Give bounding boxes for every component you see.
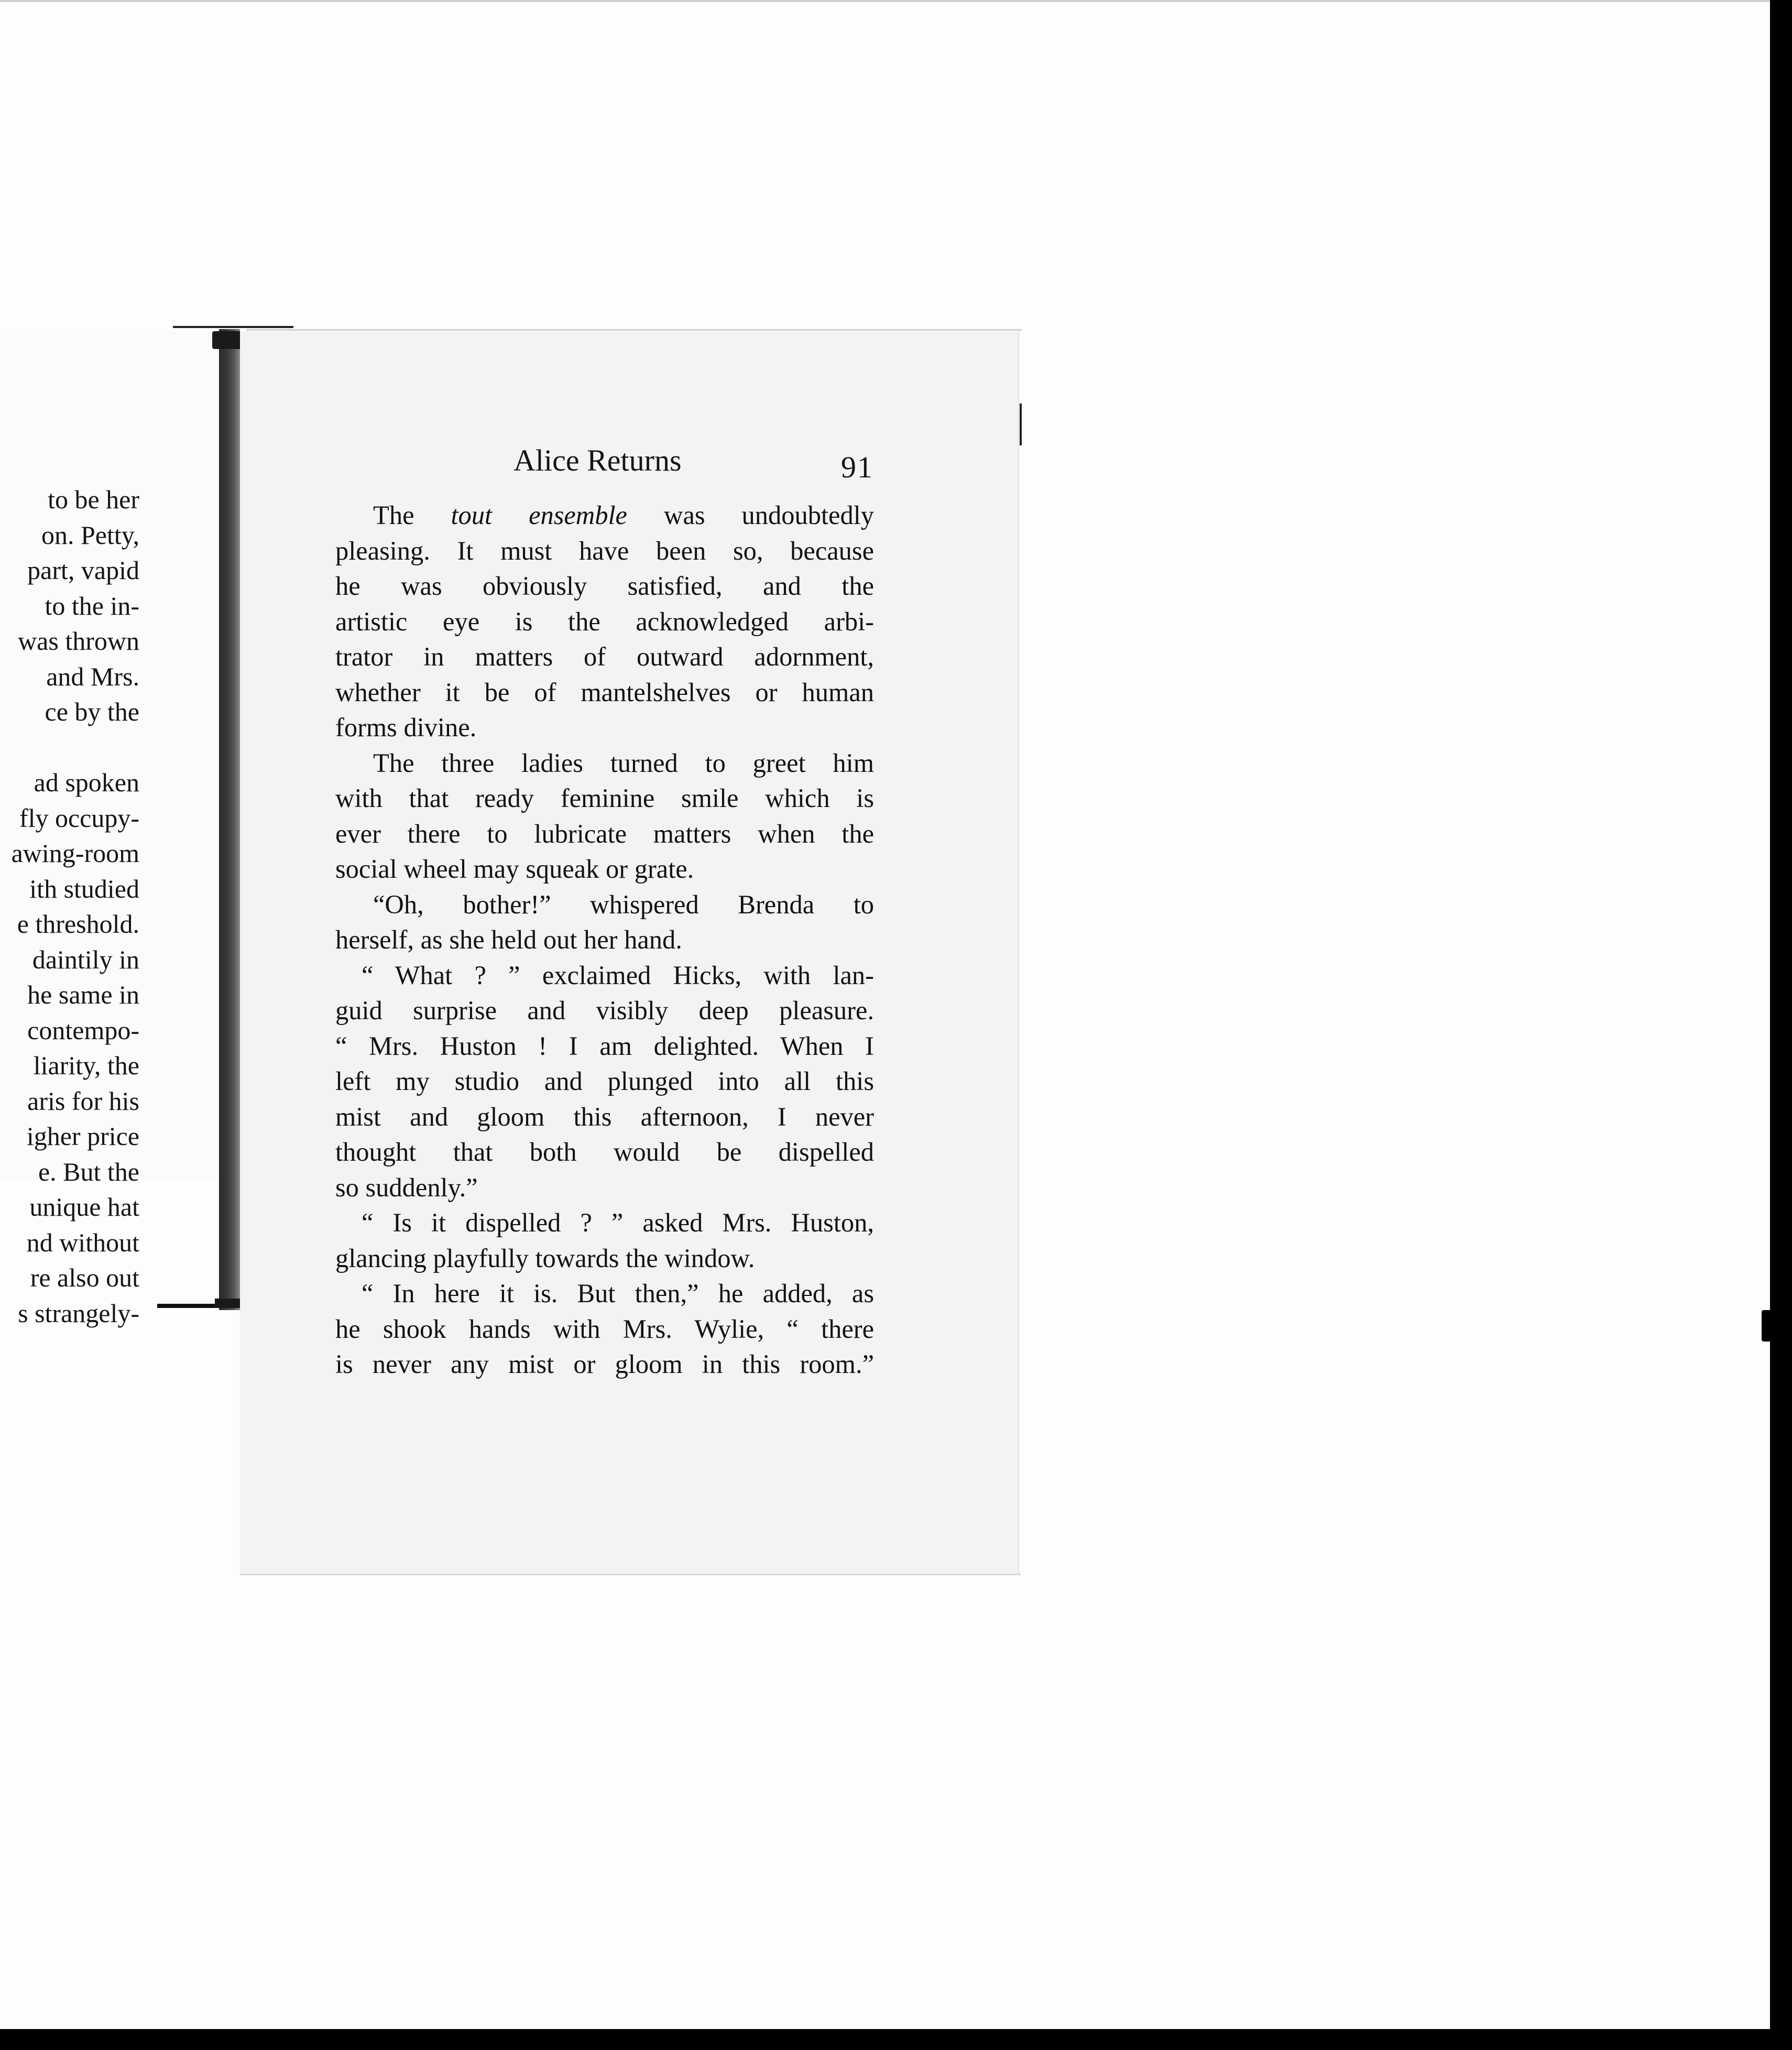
right-page-top-edge bbox=[246, 329, 1022, 331]
text-line: social wheel may squeak or grate. bbox=[335, 854, 694, 884]
text-line: “ Is it dispelled ? ” asked Mrs. Huston, bbox=[362, 1208, 874, 1237]
left-page-line: daintily in bbox=[32, 944, 139, 974]
text-line: glancing playfully towards the window. bbox=[335, 1243, 755, 1273]
text-line: whether it be of mantelshelves or human bbox=[335, 677, 874, 707]
left-page-line: awing-room bbox=[11, 838, 139, 868]
scan-artifact bbox=[1762, 1310, 1771, 1342]
page-edge-mark bbox=[1020, 404, 1022, 445]
left-page-line: re also out bbox=[30, 1263, 139, 1292]
scan-top-edge bbox=[0, 0, 1792, 2]
text-line bbox=[335, 498, 874, 533]
book-spine-gutter bbox=[219, 329, 240, 1310]
left-page-line: part, vapid bbox=[27, 555, 139, 585]
text-line: guid surprise and visibly deep pleasure. bbox=[335, 996, 874, 1025]
text-line: “ Mrs. Huston ! I am delighted. When I bbox=[335, 1031, 874, 1061]
text-line: trator in matters of outward adornment, bbox=[335, 642, 874, 671]
left-page-line: ad spoken bbox=[34, 768, 139, 797]
left-page-line: to be her bbox=[48, 485, 139, 514]
text-line: forms divine. bbox=[335, 713, 477, 742]
text-line: herself, as she held out her hand. bbox=[335, 925, 682, 954]
scan-bottom-border bbox=[0, 2029, 1792, 2050]
text-line: The three ladies turned to greet him bbox=[373, 748, 874, 778]
left-page-line: ce by the bbox=[45, 697, 139, 726]
text-line: mist and gloom this afternoon, I never bbox=[335, 1102, 874, 1131]
text-line: ever there to lubricate matters when the bbox=[335, 819, 874, 848]
text-line: with that ready feminine smile which is bbox=[335, 783, 874, 813]
right-page-bottom-edge bbox=[240, 1574, 1021, 1575]
page-number: 91 bbox=[841, 450, 873, 484]
left-page-line: and Mrs. bbox=[46, 661, 139, 691]
text-line: “Oh, bother!” whispered Brenda to bbox=[373, 889, 874, 919]
left-page-line: ith studied bbox=[29, 874, 139, 903]
left-page-text bbox=[0, 482, 139, 1331]
left-page-line: igher price bbox=[26, 1121, 139, 1151]
left-page-line: e threshold. bbox=[17, 909, 139, 939]
text-line: thought that both would be dispelled bbox=[335, 1137, 874, 1166]
text-run: was undoubtedly bbox=[627, 500, 874, 530]
left-page-line: s strangely- bbox=[18, 1298, 139, 1328]
text-line: so suddenly.” bbox=[335, 1172, 478, 1202]
italic-phrase: tout ensemble bbox=[451, 500, 627, 530]
text-line: is never any mist or gloom in this room.” bbox=[335, 1349, 874, 1379]
left-page-line: he same in bbox=[27, 980, 139, 1009]
left-page-top-edge bbox=[173, 326, 293, 328]
left-page-line: e. But the bbox=[38, 1157, 139, 1186]
text-line: left my studio and plunged into all this bbox=[335, 1066, 874, 1096]
left-page-line: contempo- bbox=[27, 1015, 139, 1045]
left-page-line: to the in- bbox=[45, 591, 139, 620]
text-run: The bbox=[373, 500, 451, 530]
text-line: “ In here it is. But then,” he added, as bbox=[362, 1279, 874, 1308]
body-text bbox=[335, 498, 874, 1382]
text-line: artistic eye is the acknowledged arbi- bbox=[335, 606, 874, 636]
scan-right-border bbox=[1770, 0, 1792, 2050]
left-page-line: nd without bbox=[26, 1227, 139, 1257]
left-page-line: liarity, the bbox=[33, 1051, 139, 1080]
text-line: he was obviously satisfied, and the bbox=[335, 571, 874, 601]
text-line: he shook hands with Mrs. Wylie, “ there bbox=[335, 1314, 874, 1344]
text-line: “ What ? ” exclaimed Hicks, with lan- bbox=[362, 960, 874, 990]
left-page-line: unique hat bbox=[29, 1192, 139, 1222]
text-line: pleasing. It must have been so, because bbox=[335, 536, 874, 565]
left-page-line: was thrown bbox=[18, 626, 139, 656]
left-page-line: fly occupy- bbox=[19, 803, 139, 833]
left-page-line: on. Petty, bbox=[41, 520, 139, 550]
running-head: Alice Returns bbox=[513, 443, 682, 477]
left-page-line: aris for his bbox=[27, 1086, 139, 1116]
left-page-line bbox=[0, 730, 139, 766]
